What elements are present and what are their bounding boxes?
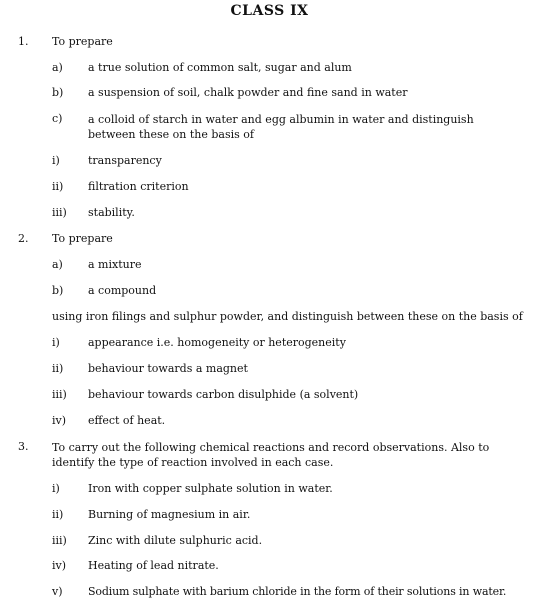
criterion-text: behaviour towards carbon disulphide (a solvent) <box>88 388 359 401</box>
question-text-2: To prepare <box>52 232 113 245</box>
criterion-text: filtration criterion <box>88 180 189 193</box>
item-text: Sodium sulphate with barium chloride in the form of their solutions in water. <box>88 585 507 598</box>
question-text-1: To prepare <box>52 35 113 48</box>
item-label: b) <box>52 86 64 99</box>
item-text: a true solution of common salt, sugar and alum <box>88 61 352 74</box>
item-text: a compound <box>88 284 157 297</box>
criterion-text: transparency <box>88 154 162 167</box>
criterion-label: i) <box>52 154 60 167</box>
item-text: Iron with copper sulphate solution in water. <box>88 482 333 495</box>
question-number-3: 3. <box>18 440 29 453</box>
item-text: a suspension of soil, chalk powder and fine sand in water <box>88 86 408 99</box>
criterion-text: effect of heat. <box>88 414 166 427</box>
question-number-2: 2. <box>18 232 29 245</box>
criterion-label: iii) <box>52 206 67 219</box>
page-title: CLASS IX <box>230 3 309 19</box>
criterion-label: i) <box>52 336 60 349</box>
item-label: iv) <box>52 559 67 572</box>
question-number-1: 1. <box>18 35 29 48</box>
criterion-label: ii) <box>52 180 64 193</box>
criterion-text: behaviour towards a magnet <box>88 362 248 375</box>
item-label: ii) <box>52 508 64 521</box>
item-text: a mixture <box>88 258 142 271</box>
item-label: a) <box>52 258 63 271</box>
criterion-text: appearance i.e. homogeneity or heterogeneity <box>88 336 346 349</box>
criterion-label: iv) <box>52 414 67 427</box>
item-label: a) <box>52 61 63 74</box>
criterion-text: stability. <box>88 206 135 219</box>
criterion-label: iii) <box>52 388 67 401</box>
item-text: Heating of lead nitrate. <box>88 559 219 572</box>
item-text: Zinc with dilute sulphuric acid. <box>88 534 263 547</box>
item-label: b) <box>52 284 64 297</box>
item-label: i) <box>52 482 60 495</box>
item-text: Burning of magnesium in air. <box>88 508 251 521</box>
question-paragraph-2: using iron filings and sulphur powder, and distinguish between these on the basis of <box>52 310 523 323</box>
question-text-3: To carry out the following chemical reactions and record observations. Also to identify the type of reaction involved in each case. <box>52 441 490 469</box>
criterion-label: ii) <box>52 362 64 375</box>
item-label: v) <box>52 585 63 598</box>
item-label: iii) <box>52 534 67 547</box>
item-text: a colloid of starch in water and egg albumin in water and distinguish between these on the basis of <box>88 113 474 141</box>
item-label: c) <box>52 112 63 125</box>
